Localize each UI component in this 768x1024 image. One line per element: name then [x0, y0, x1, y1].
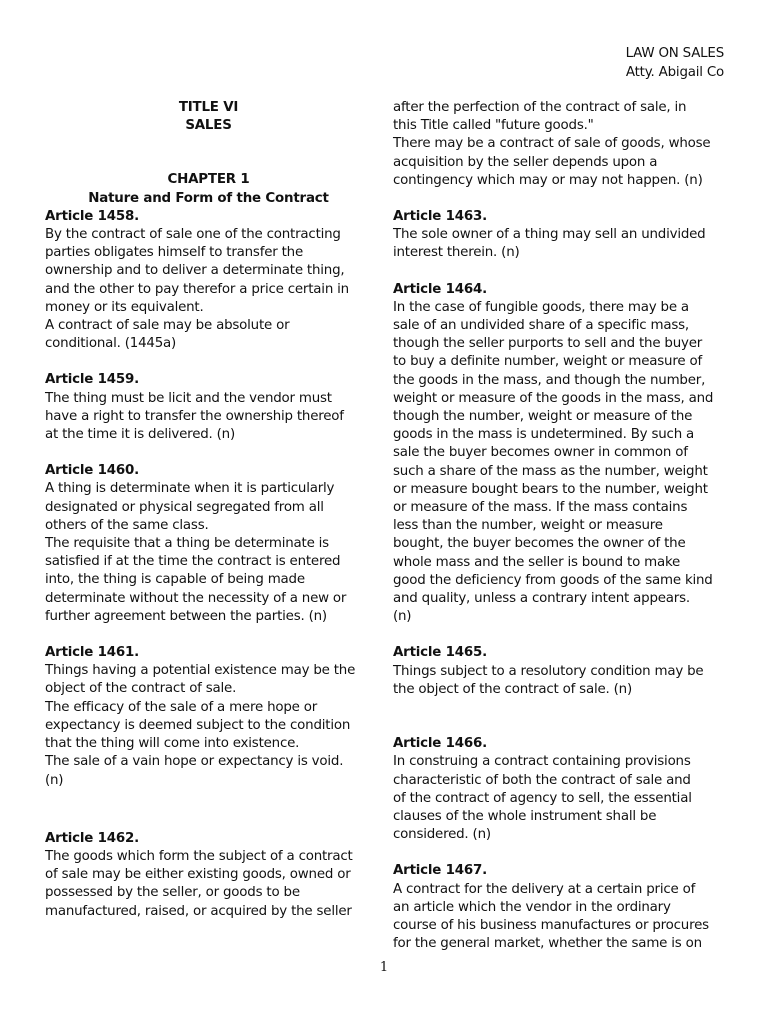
- page-header: [626, 44, 724, 82]
- right-column: [393, 99, 726, 953]
- article-body: The sole owner of a thing may sell an undivided interest therein. (n): [393, 227, 706, 261]
- article-body: A thing is determinate when it is particularly designated or physical segregated from all others of the same class. The requisite that a thing be determinate is satisfied if at the time the contract is entered into, the thing is capable of being made determinate without the necessity of a new or further agreement between the parties. (n): [45, 481, 347, 624]
- article-body: A contract for the delivery at a certain price of an article which the vendor in the ordinary course of his business manufactures or procures for the general market, whether the same is on: [393, 881, 709, 952]
- article-1459: [45, 371, 372, 444]
- header-course-title: LAW ON SALES: [625, 46, 724, 61]
- title-subheading: SALES: [185, 118, 232, 134]
- article-title: Article 1461.: [45, 645, 139, 661]
- article-title: Article 1462.: [45, 830, 139, 846]
- article-1462: [45, 830, 372, 921]
- article-body: Things subject to a resolutory condition may be the object of the contract of sale. (n): [393, 663, 704, 697]
- article-1466: [393, 735, 726, 844]
- article-title: Article 1464.: [393, 281, 487, 297]
- article-1460: [45, 462, 372, 626]
- chapter-heading: CHAPTER 1: [167, 172, 250, 188]
- article-1467: [393, 862, 726, 953]
- left-column: [45, 99, 372, 921]
- article-body: In construing a contract containing provisions characteristic of both the contract of sale and of the contract of agency to sell, the essential clauses of the whole instrument shall be considered. (n): [393, 754, 692, 843]
- article-title: Article 1466.: [393, 736, 487, 752]
- chapter-subheading: Nature and Form of the Contract: [88, 190, 329, 206]
- article-1463: [393, 208, 726, 263]
- article-continuation: after the perfection of the contract of sale, in this Title called "future goods." There may be a contract of sale of goods, whose acquisition by the seller depends upon a contingency which may or may not happen. (n): [393, 100, 711, 188]
- article-1458: [45, 208, 372, 354]
- article-body: Things having a potential existence may be the object of the contract of sale. The efficacy of the sale of a mere hope or expectancy is deemed subject to the condition that the thing will come into existence. The sale of a vain hope or expectancy is void. (n): [45, 663, 356, 788]
- article-1464: [393, 281, 726, 627]
- title-heading: TITLE VI: [178, 100, 239, 115]
- article-1465: [393, 644, 726, 699]
- article-title: Article 1459.: [45, 372, 139, 388]
- article-1461: [45, 644, 372, 790]
- article-title: Article 1467.: [393, 863, 487, 879]
- page-number: 1: [379, 960, 389, 975]
- article-title: Article 1458.: [45, 208, 139, 224]
- article-body: By the contract of sale one of the contracting parties obligates himself to transfer the ownership and to deliver a determinate thing, and the other to pay therefor a price certain in money or its equivalent. A contract of sale may be absolute or conditional. (1445a): [45, 227, 349, 352]
- article-title: Article 1463.: [393, 209, 487, 225]
- article-title: Article 1460.: [45, 463, 139, 479]
- article-body: In the case of fungible goods, there may be a sale of an undivided share of a specific mass, though the seller purports to sell and the buyer to buy a definite number, weight or measure of the goods in the mass, and though the number, weight or measure of the goods in the mass, and though the number, weight or measure of the goods in the mass is undetermined. By such a sale the buyer becomes owner in common of such a share of the mass as the number, weight or measure bought bears to the number, weight or measure of the mass. If the mass contains less than the number, weight or measure bought, the buyer becomes the owner of the whole mass and the seller is bound to make good the deficiency from goods of the same kind and quality, unless a contrary intent appears. (n): [393, 299, 714, 625]
- article-title: Article 1465.: [393, 645, 487, 661]
- article-body: The goods which form the subject of a contract of sale may be either existing goods, owned or possessed by the seller, or goods to be manufactured, raised, or acquired by the seller: [45, 848, 353, 919]
- header-author: Atty. Abigail Co: [625, 65, 724, 80]
- article-body: The thing must be licit and the vendor must have a right to transfer the ownership thereof at the time it is delivered. (n): [45, 390, 344, 443]
